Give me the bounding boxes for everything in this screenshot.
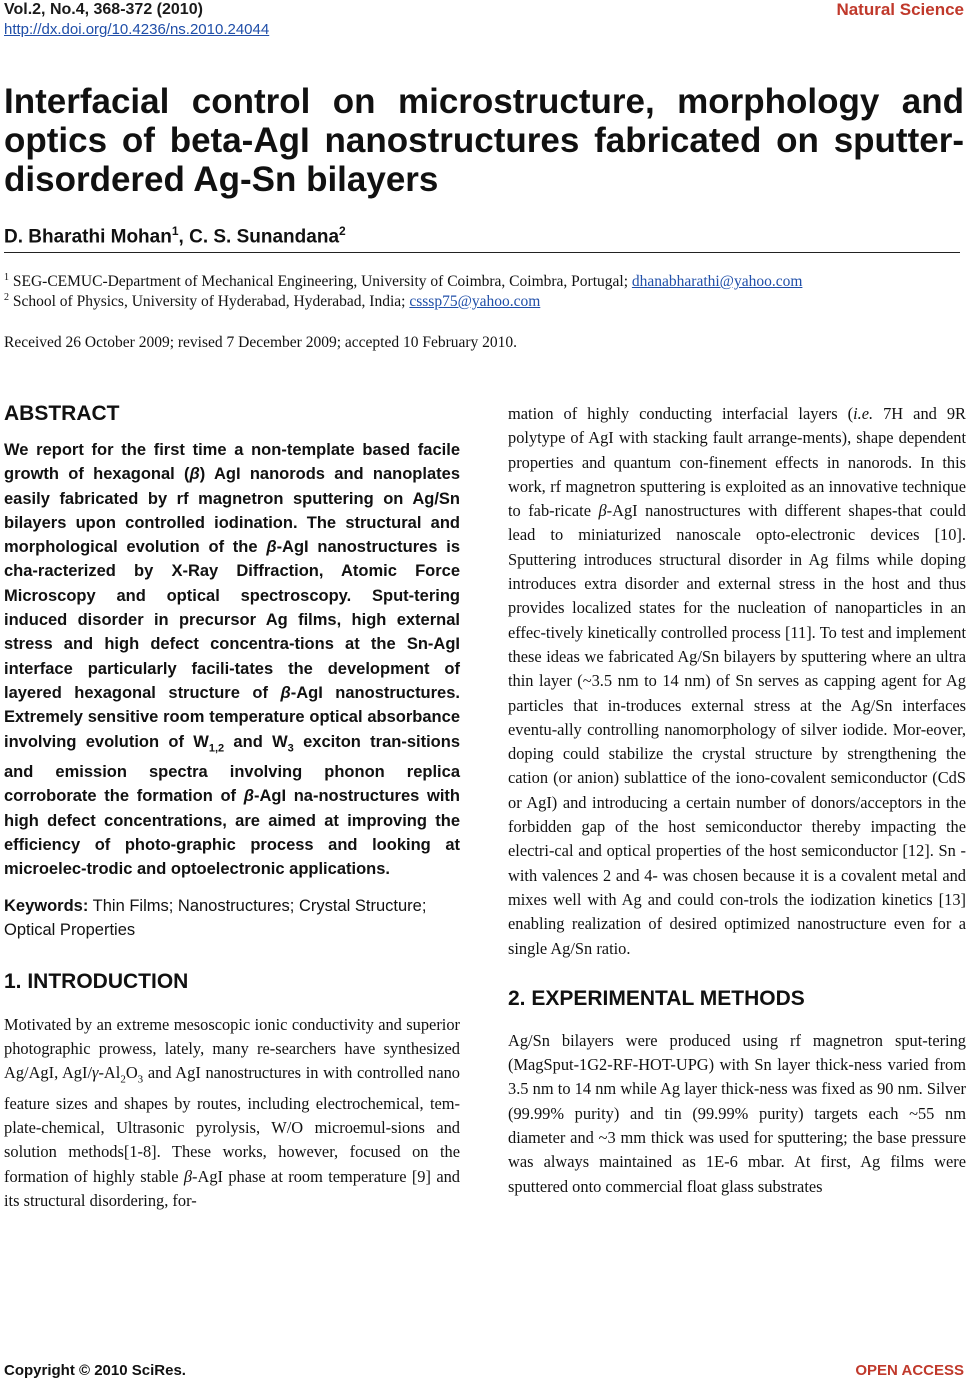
received-dates: Received 26 October 2009; revised 7 December 2009; accepted 10 February 2010. — [4, 334, 518, 351]
keywords-text: Thin Films; Nanostructures; Crystal Structure; Optical Properties — [4, 896, 427, 939]
text-run: -AgI nanostructures. Extremely sensitive room temperature optical absorbance involving evolution of W — [4, 683, 460, 751]
abstract-heading: ABSTRACT — [4, 402, 120, 425]
right-column — [508, 402, 966, 1199]
text-run: -AgI nanostructures with different shapes-that could lead to miniaturized nanoscale opto-electronic devices [10]. Sputtering introduces structural disorder in Ag films while doping introduces extra disorder and external stress in the host and thus provides localized states for the nucleation of nanoparticles in an effec-tively kinetically controlled process [11]. To test and implement these ideas we fabricated Ag/Sn bilayers by sputtering where an ultra thin layer (~3.5 nm to 14 nm) of Sn serves as capping agent for Ag particles that in-troduces external stress at the Ag/Sn interfaces eventu-ally controlling nanomorphology of silver iodide. Mor-eover, doping could stabilize the crystal structure by strengthening the cation (or anion) sublattice of the iono-covalent semiconductor (CdS or AgI) and introducing a certain number of donors/acceptors in the forbidden gap of the host semiconductor thereby impacting the electri-cal and optical properties of the host semiconductor [12]. Sn -with valences 2 and 4- was chosen because it is a covalent metal and mixes well with Ag and could con-trols the iodization kinetics [13] enabling realization of desired optimized nanostructure even for a single Ag/Sn ratio. — [508, 501, 966, 958]
methods-text: Ag/Sn bilayers were produced using rf magnetron sput-tering (MagSput-1G2-RF-HOT-UPG) with Sn layer thick-ness varied from 3.5 nm to 14 nm while Ag layer thick-ness was fixed as 90 nm. Silver (99.99% purity) and tin (99.99% purity) targets each ~55 nm diameter and ~3 mm thick was used for sputtering; the base pressure was always maintained as 1E-6 mbar. At first, Ag films were sputtered onto commercial float glass substrates — [508, 1030, 966, 1196]
text-run: We report for the first time a non-template based facile growth of hexagonal ( — [4, 441, 460, 484]
text-run: -AgI phase at room temperature [9] and its structural disordering, for- — [4, 1166, 460, 1210]
methods-heading: 2. EXPERIMENTAL METHODS — [508, 986, 805, 1010]
gamma-symbol: γ — [92, 1063, 99, 1083]
intro-continued-text — [508, 402, 966, 961]
author-separator: , — [178, 226, 190, 248]
author-list — [4, 224, 346, 248]
subscript: 3 — [137, 1073, 144, 1086]
running-header — [4, 0, 269, 40]
paper-title: Interfacial control on microstructure, morphology and optics of beta-AgI nanostructures fabricated on sputter-disordered Ag-Sn bilayers — [4, 82, 964, 199]
open-access-label: OPEN ACCESS — [855, 1362, 964, 1379]
doi-link[interactable]: http://dx.doi.org/10.4236/ns.2010.24044 — [4, 21, 270, 38]
text-run: -AgI nanostructures is cha-racterized by X-Ray Diffraction, Atomic Force Microscopy and optical spectroscopy. Sput-tering induced disorder in precursor Ag films, high external stress and high defect concentra-tions at the Sn-AgI interface particularly facili-tates the development of layered hexagonal structure of — [4, 538, 460, 702]
intro-text — [4, 1013, 460, 1214]
citation: Vol.2, No.4, 368-372 (2010) — [4, 1, 203, 18]
affiliation-text: SEG-CEMUC-Department of Mechanical Engineering, University of Coimbra, Coimbra, Portugal; — [9, 273, 632, 291]
author-affil-marker: 2 — [339, 224, 346, 238]
text-run: Motivated by an extreme mesoscopic ionic conductivity and superior photographic prowess, lately, many re-searchers have synthesized Ag/AgI, AgI/ — [4, 1014, 460, 1083]
affiliation-text: School of Physics, University of Hyderabad, Hyderabad, India; — [9, 293, 410, 311]
text-run: 7H and 9R polytype of AgI with stacking fault arrange-ments), shape dependent properties and quantum con-finement effects in nanorods. In this work, rf magnetron sputtering is exploited as an innovative technique to fab-ricate — [508, 404, 966, 521]
italic-text: i.e. — [853, 404, 874, 423]
intro-heading: 1. INTRODUCTION — [4, 969, 189, 993]
affiliation-marker: 1 — [4, 272, 9, 283]
abstract-text — [4, 438, 460, 882]
subscript: 3 — [287, 741, 294, 754]
text-run: O — [125, 1063, 138, 1083]
affiliation — [4, 288, 540, 312]
author-name: D. Bharathi Mohan — [4, 226, 172, 248]
journal-name: Natural Science — [836, 0, 964, 19]
text-run: exciton tran-sitions and emission spectra involving phonon replica corroborate the formation of — [4, 732, 461, 806]
author-affil-marker: 1 — [171, 224, 179, 238]
beta-symbol: β — [280, 683, 291, 702]
keywords-label: Keywords: — [4, 896, 89, 915]
beta-symbol: β — [183, 1166, 193, 1186]
keywords — [4, 894, 460, 942]
text-run: -AgI na-nostructures with high defect concentrations, are aimed at improving the efficiency of photo-graphic process and looking at microelec-trodic and optoelectronic applications. — [4, 787, 460, 879]
beta-symbol: β — [266, 538, 277, 557]
beta-symbol: β — [598, 501, 607, 521]
left-column — [4, 402, 460, 1213]
author-divider — [4, 252, 960, 253]
text-run: -Al — [98, 1063, 121, 1083]
beta-symbol: β — [243, 787, 254, 806]
text-run: and W — [224, 732, 288, 751]
email-link[interactable]: csssp75@yahoo.com — [409, 293, 541, 311]
text-run: and AgI nanostructures in with controlled nano feature sizes and shapes by routes, including electrochemical, tem-plate-chemical, Ultrasonic pyrolysis, W/O microemul-sions and solution methods[1-8]. These works, however, focused on the formation of highly stable — [4, 1063, 460, 1186]
text-run: mation of highly conducting interfacial layers ( — [508, 404, 854, 423]
text-run: ) AgI nanorods and nanoplates easily fabricated by rf magnetron sputtering on Ag/Sn bilayers upon controlled iodination. The structural and morphological evolution of the — [4, 465, 460, 557]
copyright: Copyright © 2010 SciRes. — [4, 1362, 186, 1379]
subscript: 1,2 — [208, 741, 225, 754]
affiliation-marker: 2 — [4, 292, 9, 303]
beta-symbol: β — [189, 465, 200, 484]
author-name: C. S. Sunandana — [189, 226, 340, 248]
subscript: 2 — [120, 1073, 126, 1086]
email-link[interactable]: dhanabharathi@yahoo.com — [631, 273, 803, 291]
